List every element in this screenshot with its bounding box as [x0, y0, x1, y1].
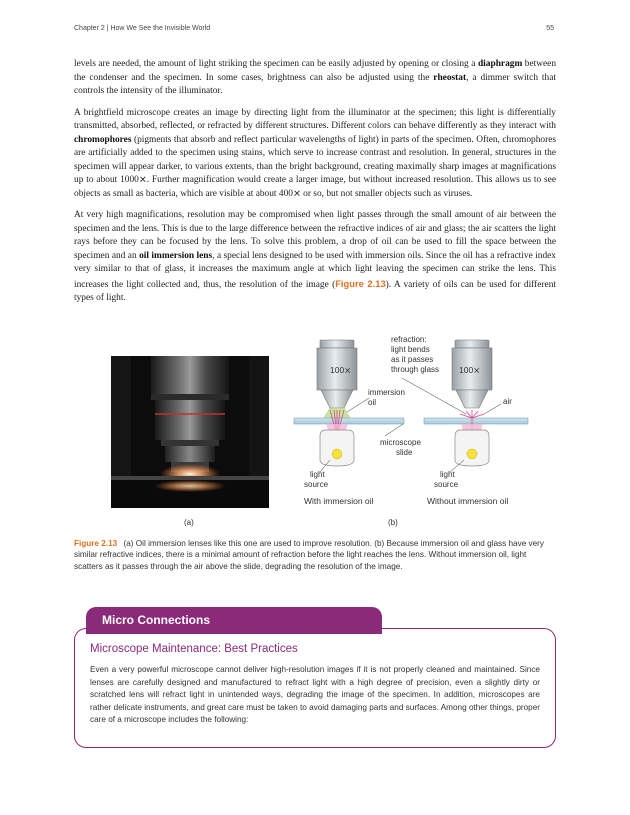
term-rheostat: rheostat: [433, 72, 467, 83]
micro-connections-tab: Micro Connections: [86, 607, 382, 634]
svg-text:slide: slide: [396, 448, 413, 457]
caption-with-oil: With immersion oil: [304, 496, 374, 506]
paragraph-1: levels are needed, the amount of light striking the specimen can be easily adjusted by opening or closing a diaphragm between the condenser and the specimen. In some cases, brightness can also be adjusted using the rheostat, a dimmer switch that controls the intensity of the illuminator.: [74, 59, 557, 96]
term-oil-immersion-lens: oil immersion lens: [139, 250, 213, 261]
svg-text:light bends: light bends: [391, 345, 430, 354]
microscope-slide-left: [294, 418, 404, 424]
svg-text:refraction:: refraction:: [391, 335, 427, 344]
objective-lens-photo: [111, 356, 269, 508]
svg-text:air: air: [503, 397, 512, 406]
magnification-right: 100⨯: [459, 365, 481, 375]
microscope-slide-right: [424, 418, 528, 424]
term-diaphragm: diaphragm: [477, 59, 523, 69]
svg-text:immersion: immersion: [368, 388, 405, 397]
magnification-left: 100⨯: [330, 365, 352, 375]
light-source-left: [320, 430, 354, 466]
figure-number: Figure 2.13: [74, 539, 118, 548]
figure-caption: Figure 2.13 (a) Oil immersion lenses like this one are used to improve resolution. (b) Because immersion oil and glass have very similar refractive indices, there is a minimal amount of refraction before the light reaches the lens. Without immersion oil, light scatters as it passes through the air above the slide, degrading the resolution of the image.: [74, 539, 544, 571]
paragraph-2: A brightfield microscope creates an image by directing light from the illuminator at the specimen; this light is differentially transmitted, absorbed, reflected, or refracted by different structures. Different colors can behave differently as they interact with chromophores (pigments that absorb and reflect particular wavelengths of light) in parts of the specimen. Often, chromophores are artificially added to the specimen using stains, which serve to increase contrast and resolution. In general, structures in the specimen will appear darker, to various extents, than the bright background, creating maximally sharp images at magnifications up to about 1000⨯. Further magnification would create a larger image, but without increased resolution. This allows us to see objects as small as bacteria, which are visible at about 400⨯ or so, but not smaller objects such as viruses.: [74, 107, 556, 199]
svg-text:oil: oil: [368, 398, 377, 407]
micro-connections-text: Even a very powerful microscope cannot deliver high-resolution images if it is not properly cleaned and maintained. Since lenses are carefully designed and manufactured to refract light with a high degree of precision, even a slightly dirty or scratched lens will refract light in unintended ways, degrading the image of the specimen. In addition, microscopes are rather delicate instruments, and great care must be taken to avoid damaging parts and surfaces. Among other things, proper care of a microscope includes the following:: [90, 665, 540, 725]
figure-link[interactable]: Figure 2.13: [335, 277, 386, 289]
svg-text:as it passes: as it passes: [391, 355, 434, 364]
svg-text:light: light: [310, 470, 325, 479]
paragraph-3: At very high magnifications, resolution may be compromised when light passes through the small amount of air between the specimen and the lens. This is due to the large difference between the refractive indices of air and glass; the air scatters the light rays before they can be focused by the lens. To solve this problem, a drop of oil can be used to fill the space between the specimen and an oil immersion lens, a special lens designed to be used with immersion oils. Since the oil has a refractive index very similar to that of glass, it increases the maximum angle at which light leaving the specimen can strike the lens. This increases the light collected and, thus, the resolution of the image (Figure 2.13). A variety of oils can be used for different types of light.: [74, 210, 556, 303]
page-number: 55: [546, 25, 554, 32]
body-text: [74, 58, 556, 314]
term-chromophores: chromophores: [74, 134, 132, 145]
svg-text:light: light: [440, 470, 455, 479]
subfigure-label-a: (a): [184, 518, 194, 527]
caption-without-oil: Without immersion oil: [427, 496, 509, 506]
svg-text:source: source: [304, 480, 329, 489]
svg-text:microscope: microscope: [380, 438, 421, 447]
subfigure-label-b: (b): [388, 518, 398, 527]
light-source-right: [455, 430, 489, 466]
micro-connections-title: Microscope Maintenance: Best Practices: [90, 643, 298, 655]
svg-text:source: source: [434, 480, 459, 489]
svg-text:through glass: through glass: [391, 365, 440, 374]
running-header: Chapter 2 | How We See the Invisible World: [74, 25, 211, 32]
oil-immersion-diagram: [290, 332, 530, 514]
